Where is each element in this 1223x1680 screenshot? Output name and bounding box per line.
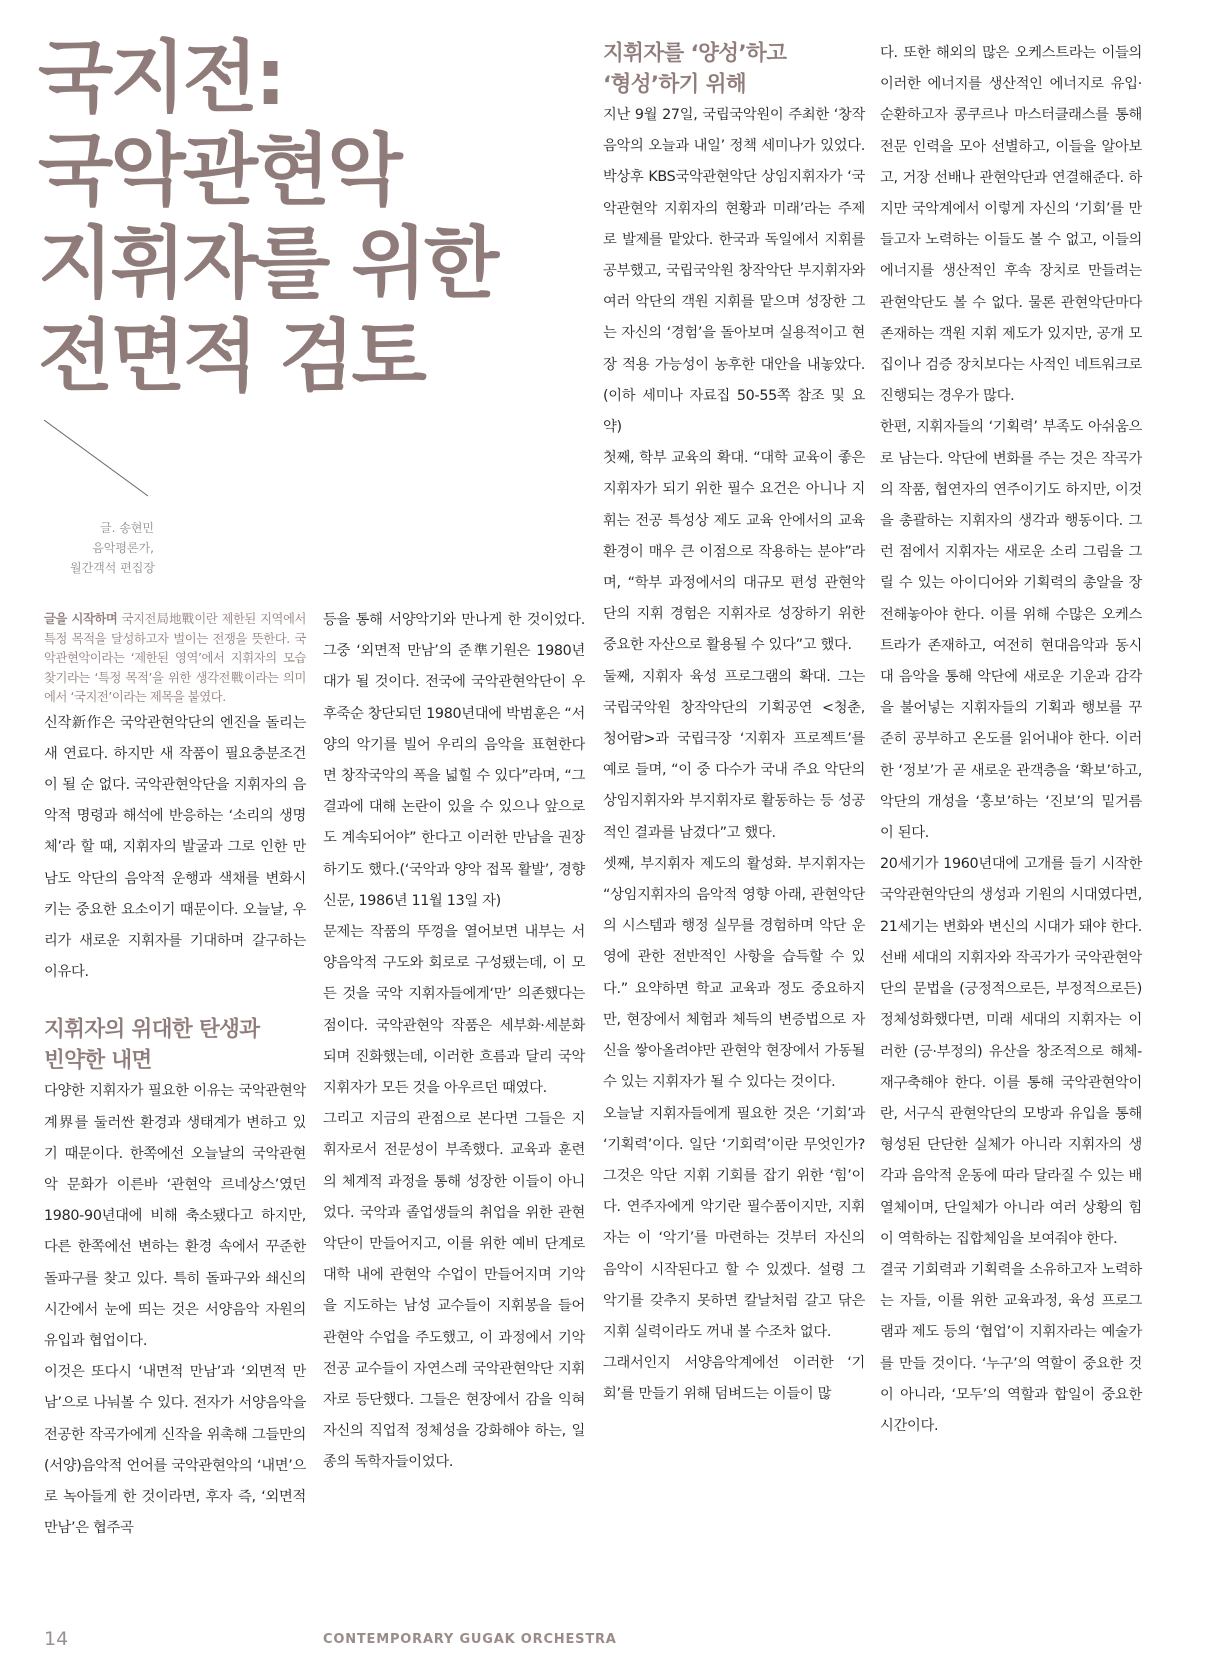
- body-paragraph: 그리고 지금의 관점으로 본다면 그들은 지휘자로서 전문성이 부족했다. 교육과 훈련의 체계적 과정을 통해 성장한 이들이 아니었다. 국악과 졸업생들의 취업을 위한 관현악단이 만들어지고, 이를 위한 예비 단계로 대학 내에 관현악 수업이 만들어지며 기악을 지도하는 남성 교수들이 지휘봉을 들어 관현악 수업을 주도했고, 이 과정에서 기악 전공 교수들이 자연스레 국악관현악단 지휘자로 등단했다. 그들은 현장에서 감을 익혀 자신의 직업적 정체성을 강화해야 하는, 일종의 독학자들이었다.: [323, 1111, 585, 1471]
- title-line: 지휘자를 위한: [38, 219, 497, 309]
- body-paragraph: 둘째, 지휘자 육성 프로그램의 확대. 그는 국립국악원 창작악단의 기획공연 <청춘, 청어람>과 국립극장 ‘지휘자 프로젝트’를 예로 들며, “이 중 다수가 국내 주요 악단의 상임지휘자와 부지휘자로 활동하는 등 성공적인 결과를 남겼다”고 했다.: [603, 668, 865, 841]
- title-line: 국악관현악: [38, 126, 400, 216]
- body-paragraph: 다양한 지휘자가 필요한 이유는 국악관현악계界를 둘러싼 환경과 생태계가 변하고 있기 때문이다. 한쪽에선 오늘날의 국악관현악 문화가 이른바 ‘관현악 르네상스’였던 1980-90년대에 비해 축소됐다고 하지만, 다른 한쪽에선 변하는 환경 속에서 꾸준한 돌파구를 찾고 있다. 특히 돌파구와 쇄신의 시간에서 눈에 띄는 것은 서양음악 자원의 유입과 협업이다.: [44, 1083, 306, 1349]
- body-paragraph: 한편, 지휘자들의 ‘기획력’ 부족도 아쉬움으로 남는다. 악단에 변화를 주는 것은 작곡가의 작품, 협연자의 연주이기도 하지만, 이것을 총괄하는 지휘자의 생각과 행동이다. 그런 점에서 지휘자는 새로운 소리 그림을 그릴 수 있는 아이디어와 기획력의 총알을 장전해놓아야 한다. 이를 위해 수많은 오케스트라가 존재하고, 여전히 현대음악과 동시대 음악을 통해 악단에 새로운 기운과 감각을 불어넣는 지휘자들의 기획과 행보를 꾸준히 공부하고 온도를 읽어내야 한다. 이러한 ‘정보’가 곧 새로운 관객층을 ‘확보’하고, 악단의 개성을 ‘홍보’하는 ‘진보’의 밑거름이 된다.: [880, 419, 1142, 842]
- text-column-3: [603, 38, 865, 1411]
- body-paragraph: 오늘날 지휘자들에게 필요한 것은 ‘기회’과 ‘기획력’이다. 일단 ‘기회력’이란 무엇인가? 그것은 악단 지휘 기회를 잡기 위한 ‘힘’이다. 연주자에게 악기란 필수품이지만, 지휘자는 이 ‘악기’를 마련하는 것부터 자신의 음악이 시작된다고 할 수 있겠다. 설령 그 악기를 갖추지 못하면 칼날처럼 갈고 닦은 지휘 실력이라도 꺼내 볼 수조차 없다.: [603, 1105, 865, 1340]
- section-heading-line: 지휘자의 위대한 탄생과: [44, 1017, 260, 1043]
- section-heading: [44, 1014, 306, 1076]
- page-title: [38, 32, 558, 404]
- body-paragraph: 지난 9월 27일, 국립국악원이 주최한 ‘창작음악의 오늘과 내일’ 정책 세미나가 있었다. 박상후 KBS국악관현악단 상임지휘자가 ‘국악관현악 지휘자의 현황과 미래’라는 주제로 발제를 맡았다. 한국과 독일에서 지휘를 공부했고, 국립국악원 창작악단 부지휘자와 여러 악단의 객원 지휘를 맡으며 성장한 그는 자신의 ‘경험’을 돌아보며 실용적이고 현장 적용 가능성이 농후한 대안을 내놓았다.(이하 세미나 자료집 50-55쪽 참조 및 요약): [603, 107, 865, 436]
- body-paragraph: 20세기가 1960년대에 고개를 들기 시작한 국악관현악단의 생성과 기원의 시대였다면, 21세기는 변화와 변신의 시대가 돼야 한다. 선배 세대의 지휘자와 작곡가가 국악관현악단의 문법을 (긍정적으로든, 부정적으로든) 정체성화했다면, 미래 세대의 지휘자는 이러한 (긍·부정의) 유산을 창조적으로 해체-재구축해야 한다. 이를 통해 국악관현악이란, 서구식 관현악단의 모방과 유입을 통해 형성된 단단한 실체가 아니라 지휘자의 생각과 음악적 운동에 따라 달라질 수 있는 배열체이며, 단일체가 아니라 여러 상황의 힘이 역학하는 집합체임을 보여줘야 한다.: [880, 856, 1142, 1247]
- body-paragraph: 셋째, 부지휘자 제도의 활성화. 부지휘자는 “상임지휘자의 음악적 영향 아래, 관현악단의 시스템과 행정 실무를 경험하며 악단 운영에 관한 전반적인 사항을 습득할 수 있다.” 요약하면 학교 교육과 정도 중요하지만, 현장에서 체험과 체득의 변증법으로 자신을 쌓아올려야만 관현악 현장에서 가동될 수 있는 지휘자가 될 수 있다는 것이다.: [603, 855, 865, 1091]
- body-paragraph: 그래서인지 서양음악계에선 이러한 ‘기회’를 만들기 위해 덤벼드는 이들이 많: [603, 1355, 865, 1403]
- decorative-diagonal-line: [44, 420, 150, 498]
- section-heading-line: 지휘자를 ‘양성’하고: [603, 41, 787, 66]
- intro-text: 국지전局地戰이란 제한된 지역에서 특정 목적을 달성하고자 벌이는 전쟁을 뜻한다. 국악관현악이라는 ‘제한된 영역’에서 지휘자의 모습 찾기라는 ‘특정 목적’을 위한 생각전戰이라는 의미에서 ‘국지전’이라는 제목을 붙였다.: [44, 612, 306, 704]
- body-paragraph: 등을 통해 서양악기와 만나게 한 것이었다. 그중 ‘외면적 만남’의 준準기원은 1980년대가 될 것이다. 전국에 국악관현악단이 우후죽순 창단되던 1980년대에 박범훈은 “서양의 악기를 빌어 우리의 음악을 표현한다면 창작국악의 폭을 넓힐 수 있다”라며, “그 결과에 대해 논란이 있을 수 있으나 앞으로도 계속되어야” 한다고 이러한 만남을 권장하기도 했다.(‘국악과 양악 접목 활발’, 경향신문, 1986년 11월 13일 자): [323, 612, 585, 909]
- text-column-2: [323, 605, 585, 1479]
- body-paragraph: 문제는 작품의 뚜껑을 열어보면 내부는 서양음악적 구도와 회로로 구성됐는데, 이 모든 것을 국악 지휘자들에게‘만’ 의존했다는 점이다. 국악관현악 작품은 세부화·세분화되며 진화했는데, 이러한 흐름과 달리 국악 지휘자가 모든 것을 아우르던 때였다.: [323, 924, 585, 1097]
- byline-author: 글. 송현민: [100, 521, 154, 535]
- body-paragraph: 신작新作은 국악관현악단의 엔진을 돌리는 새 연료다. 하지만 새 작품이 필요충분조건이 될 순 없다. 국악관현악단을 지휘자의 음악적 명령과 해석에 반응하는 ‘소리의 생명체’라 할 때, 지휘자의 발굴과 그로 인한 만남도 악단의 음악적 운행과 색채를 변화시키는 중요한 요소이기 때문이다. 오늘날, 우리가 새로운 지휘자를 기대하며 갈구하는 이유다.: [44, 714, 306, 981]
- section-heading-line: ‘형성’하기 위해: [603, 72, 747, 97]
- body-paragraph: 첫째, 학부 교육의 확대. “대학 교육이 좋은 지휘자가 되기 위한 필수 요건은 아니나 지휘는 전공 특성상 제도 교육 안에서의 교육환경이 매우 큰 이점으로 작용하는 분야”라며, “학부 과정에서의 대규모 편성 관현악단의 지휘 경험은 지휘자로 성장하기 위한 중요한 자산으로 활용될 수 있다”고 했다.: [603, 450, 865, 654]
- magazine-name: CONTEMPORARY GUGAK ORCHESTRA: [323, 1632, 617, 1647]
- text-column-4: [880, 38, 1142, 1442]
- byline: [70, 518, 154, 578]
- section-heading-line: 빈약한 내면: [44, 1048, 152, 1074]
- body-paragraph: 결국 기회력과 기획력을 소유하고자 노력하는 자들, 이를 위한 교육과정, 육성 프로그램과 제도 등의 ‘협업’이 지휘자라는 예술가를 만들 것이다. ‘누구’의 역할이 중요한 것이 아니라, ‘모두’의 역할과 합일이 중요한 시간이다.: [880, 1261, 1142, 1434]
- byline-role: 음악평론가,: [92, 541, 154, 555]
- text-column-1: [44, 610, 306, 1544]
- section-heading: [603, 38, 865, 100]
- intro-lead: 글을 시작하며: [44, 612, 118, 626]
- byline-affiliation: 월간객석 편집장: [70, 561, 155, 575]
- title-line: 국지전:: [38, 33, 284, 123]
- page-number: 14: [44, 1628, 69, 1650]
- title-line: 전면적 검토: [38, 312, 424, 402]
- body-paragraph: 다. 또한 해외의 많은 오케스트라는 이들의 이러한 에너지를 생산적인 에너지로 유입·순환하고자 콩쿠르나 마스터클래스를 통해 전문 인력을 모아 선별하고, 이들을 알아보고, 거장 선배나 관현악단과 연결해준다. 하지만 국악계에서 이렇게 자신의 ‘기회’를 만들고자 노력하는 이들도 볼 수 없고, 이들의 에너지를 생산적인 후속 장치로 만들려는 관현악단도 볼 수 없다. 물론 관현악단마다 존재하는 객원 지휘 제도가 있지만, 공개 모집이나 검증 장치보다는 사적인 네트워크로 진행되는 경우가 많다.: [880, 45, 1142, 405]
- body-paragraph: 이것은 또다시 ‘내면적 만남’과 ‘외면적 만남’으로 나눠볼 수 있다. 전자가 서양음악을 전공한 작곡가에게 신작을 위촉해 그들만의 (서양)음악적 언어를 국악관현악의 ‘내면’으로 녹아들게 한 것이라면, 후자 즉, ‘외면적 만남’은 협주곡: [44, 1364, 306, 1537]
- intro-paragraph: [44, 610, 306, 708]
